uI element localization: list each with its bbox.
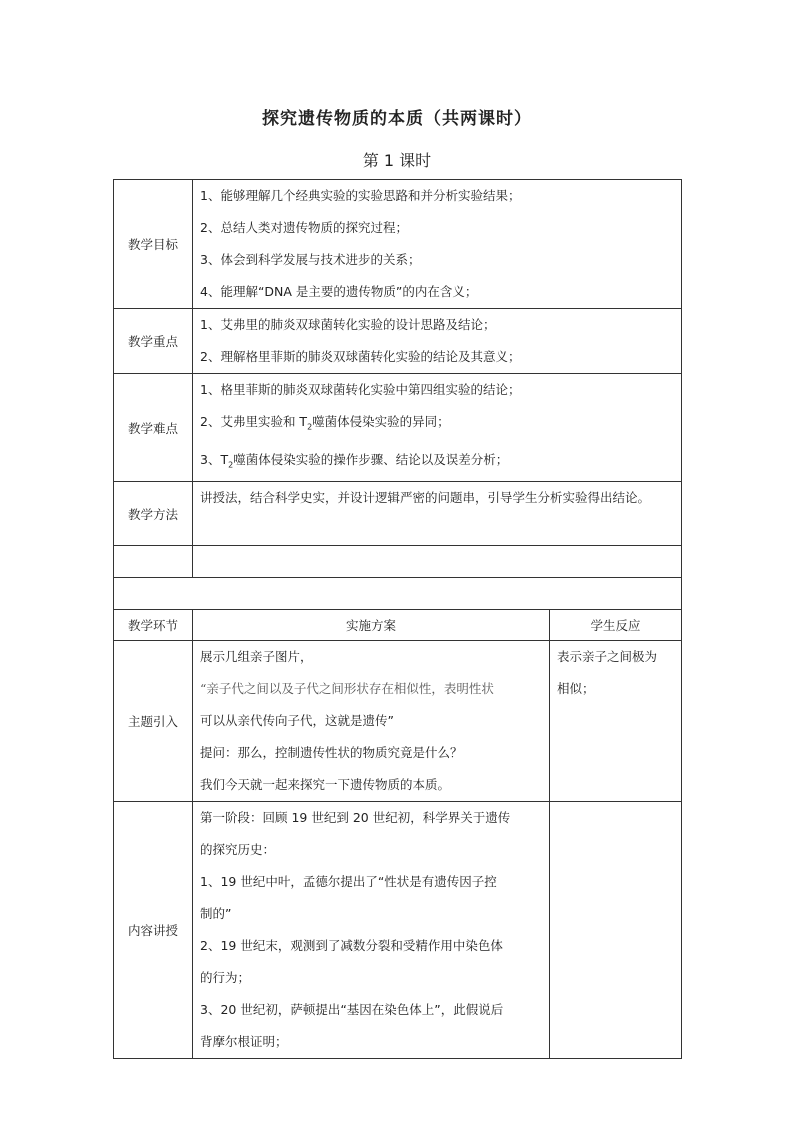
response-line: 表示亲子之间极为 <box>557 649 658 664</box>
keypoint-item: 1、艾弗里的肺炎双球菌转化实验的设计思路及结论； <box>200 317 496 332</box>
header-response: 学生反应 <box>550 610 682 641</box>
plan-quote-line: “亲子代之间以及子代之间形状存在相似性，表明性状 <box>200 681 494 696</box>
difficulties-content <box>193 374 682 482</box>
plan-line: 3、20 世纪初，萨顿提出“基因在染色体上”，此假说后 <box>200 1002 504 1017</box>
keypoints-content <box>193 309 682 374</box>
plan-line: 我们今天就一起来探究一下遗传物质的本质。 <box>200 777 451 792</box>
difficulty-item <box>200 406 674 444</box>
intro-plan <box>193 641 550 802</box>
empty-cell <box>114 578 682 610</box>
empty-cell <box>193 546 682 578</box>
method-label: 教学方法 <box>114 482 193 546</box>
objective-item: 1、能够理解几个经典实验的实验思路和并分析实验结果； <box>200 188 521 203</box>
lesson-subtitle: 第 1 课时 <box>362 151 432 170</box>
difficulty-text: 3、T <box>200 451 229 467</box>
objective-item: 4、能理解“DNA 是主要的遗传物质”的内在含义； <box>200 284 478 299</box>
plan-line: 的行为； <box>200 970 251 985</box>
plan-line: 背摩尔根证明； <box>200 1034 288 1049</box>
objectives-content <box>193 180 682 309</box>
empty-spacer-row <box>114 578 682 610</box>
plan-line: 可以从亲代传向子代，这就是遗传” <box>200 713 394 728</box>
difficulty-item: 1、格里菲斯的肺炎双球菌转化实验中第四组实验的结论； <box>200 382 521 397</box>
plan-line: 展示几组亲子图片， <box>200 649 313 664</box>
keypoints-label: 教学重点 <box>114 309 193 374</box>
header-plan: 实施方案 <box>193 610 550 641</box>
intro-label: 主题引入 <box>114 641 193 802</box>
difficulty-text: 2、艾弗里实验和 T <box>200 414 308 429</box>
keypoints-row <box>114 309 682 374</box>
empty-cell <box>114 546 193 578</box>
subscript: 2 <box>228 460 234 469</box>
lesson-plan-table <box>113 179 682 1059</box>
plan-line: 1、19 世纪中叶，孟德尔提出了“性状是有遗传因子控 <box>200 874 497 889</box>
objective-item: 2、总结人类对遗传物质的探究过程； <box>200 220 408 235</box>
plan-line: 提问：那么，控制遗传性状的物质究竟是什么？ <box>200 745 463 760</box>
content-row <box>114 802 682 1059</box>
objectives-label: 教学目标 <box>114 180 193 309</box>
keypoint-item: 2、理解格里菲斯的肺炎双球菌转化实验的结论及其意义； <box>200 349 521 364</box>
difficulty-text: 噬菌体侵染实验的操作步骤、结论以及误差分析； <box>233 451 509 467</box>
objective-item: 3、体会到科学发展与技术进步的关系； <box>200 252 421 267</box>
response-line: 相似； <box>557 681 595 696</box>
intro-response <box>550 641 682 802</box>
difficulties-row <box>114 374 682 482</box>
intro-row <box>114 641 682 802</box>
difficulty-item <box>200 444 674 482</box>
objectives-row <box>114 180 682 309</box>
difficulty-text: 噬菌体侵染实验的异同； <box>312 414 450 429</box>
content-plan <box>193 802 550 1059</box>
plan-line: 2、19 世纪末，观测到了减数分裂和受精作用中染色体 <box>200 938 503 953</box>
empty-row <box>114 546 682 578</box>
difficulties-label: 教学难点 <box>114 374 193 482</box>
process-header-row <box>114 610 682 641</box>
plan-line: 制的” <box>200 906 232 921</box>
method-row <box>114 482 682 546</box>
document-title: 探究遗传物质的本质（共两课时） <box>262 109 532 129</box>
content-label: 内容讲授 <box>114 802 193 1059</box>
plan-line: 第一阶段：回顾 19 世纪到 20 世纪初，科学界关于遗传 <box>200 810 511 825</box>
subscript: 2 <box>307 422 313 432</box>
method-text: 讲授法，结合科学史实，并设计逻辑严密的问题串，引导学生分析实验得出结论。 <box>200 490 651 505</box>
plan-line: 的探究历史： <box>200 842 276 857</box>
header-stage: 教学环节 <box>114 610 193 641</box>
method-content <box>193 482 682 546</box>
content-response <box>550 802 682 1059</box>
